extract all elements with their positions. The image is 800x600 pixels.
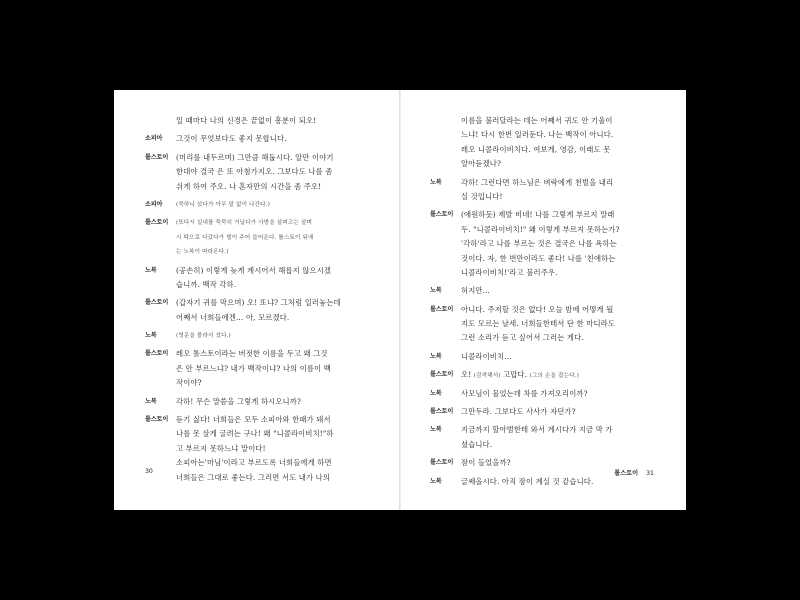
line-text: 사모님이 물었는데 차를 가져오리이까?: [461, 388, 588, 398]
stage-direction: 는 노복이 따라온다.): [176, 249, 229, 256]
speaker-name: 노복: [430, 352, 442, 360]
dialogue-line-speech: [145, 151, 393, 165]
dialogue-line-speech: [430, 423, 678, 437]
line-text: (머리를 내두르며) 그만큼 해둡시다. 알만 이야기: [176, 152, 334, 162]
line-text: 너희들은 그대로 좋는다. 그러면 서도 내가 나의: [176, 472, 331, 482]
dialogue-continuation: [430, 114, 678, 128]
right-page: [430, 114, 678, 489]
speaker-name: 노복: [430, 287, 442, 295]
dialogue-line-speech: [145, 132, 393, 146]
speaker-name: 소피아: [145, 200, 163, 208]
dialogue-continuation: [145, 165, 393, 179]
dialogue-continuation: [145, 362, 393, 376]
speaker-name: 소피아: [145, 135, 163, 143]
dialogue-continuation: [430, 237, 678, 251]
speaker-name: 톨스토이: [145, 299, 169, 307]
line-text: 소피아는'마님'이라고 부르도록 너희들에게 하면: [176, 458, 332, 468]
dialogue-continuation: [145, 231, 393, 245]
dialogue-continuation: [430, 157, 678, 171]
speaker-name: 톨스토이: [430, 371, 454, 379]
line-text: [461, 368, 579, 382]
stage-direction: (그의 손을 잡는다.): [529, 373, 579, 380]
speaker-name: 톨스토이: [145, 153, 169, 161]
line-text: 그것이 무엇보다도 좋지 못합니다.: [176, 134, 287, 144]
dialogue-line-speech: [430, 303, 678, 317]
line-text: 레오 톨스토이라는 버젓한 이름을 두고 왜 그것: [176, 349, 328, 359]
dialogue-continuation: [145, 456, 393, 470]
stage-direction: 시 탁으로 다갔다가 벌이 주어 들어온다. 톨스토이 뒤에: [176, 234, 314, 241]
speaker-name: 노복: [145, 266, 157, 274]
line-text: 느냐! 다시 한번 일러둔다. 나는 백작이 아니다.: [461, 130, 614, 140]
line-text: '각하'라고 나를 부르는 것은 결국은 나를 욕하는: [461, 239, 617, 249]
book-gutter: [399, 90, 401, 510]
dialogue-continuation: [145, 442, 393, 456]
stage-direction: (묵하니 섰다가 아무 말 없이 나간다.): [176, 201, 270, 208]
dialogue-continuation: [145, 180, 393, 194]
line-text: 아니다. 주저할 것은 없다! 오늘 밤에 어떻게 될: [461, 304, 614, 314]
line-text-part: 오!: [461, 370, 474, 380]
dialogue-continuation: [430, 438, 678, 452]
line-text: 니콜라이비치!'라고 불러주우.: [461, 267, 558, 277]
left-page-number: 30: [145, 468, 153, 475]
line-text: 어째서 너희들에겐… 아, 모르겠다.: [176, 312, 290, 322]
dialogue-line-speech: [145, 264, 393, 278]
dialogue-continuation: [430, 190, 678, 204]
book-spread: [114, 90, 686, 510]
speaker-name: 노복: [430, 477, 442, 485]
line-text: 듣기 싫다! 너희들은 모두 소피아와 한패가 돼서: [176, 415, 331, 425]
dialogue-continuation: [430, 143, 678, 157]
right-page-number: 31: [646, 470, 654, 477]
line-text: (애원하듯) 제발 비네! 나를 그렇게 부르지 말래: [461, 210, 615, 220]
line-text: 각하! 무슨 말씀을 그렇게 하시오니까?: [176, 396, 302, 406]
line-text: 은 안 부르느냐? 내가 백작이냐? 나의 이름이 백: [176, 363, 331, 373]
speaker-name: 톨스토이: [430, 459, 454, 467]
line-text: 알아듣겠나?: [461, 159, 502, 169]
dialogue-continuation: [145, 376, 393, 390]
dialogue-continuation: [145, 427, 393, 441]
line-text: 일 때마다 나의 신경은 끝없이 흥분이 되오!: [176, 116, 317, 125]
dialogue-line-speech: [145, 413, 393, 427]
speaker-name: 노복: [145, 397, 157, 405]
stage-direction: (또다시 실내를 묵묵히 거닐다가 사방을 살펴고는 살며: [176, 220, 313, 227]
speaker-name: 톨스토이: [145, 350, 169, 358]
running-head: 톨스토이: [614, 470, 639, 477]
dialogue-continuation: [145, 114, 393, 128]
dialogue-continuation: [430, 331, 678, 345]
dialogue-continuation: [430, 128, 678, 142]
dialogue-line-speech: [430, 368, 678, 382]
dialogue-continuation: [430, 317, 678, 331]
dialogue-continuation: [145, 471, 393, 485]
dialogue-line-direction: [145, 329, 393, 343]
dialogue-line-speech: [145, 296, 393, 310]
line-text: (갑자기 귀를 막으며) 오! 또냐? 그처럼 일러놓는데: [176, 298, 341, 308]
line-text: 글쎄올시다. 아직 잠이 계실 것 같습니다.: [461, 476, 594, 486]
stage-direction: (감격해서): [473, 373, 501, 380]
dialogue-line-direction: [145, 198, 393, 212]
line-text: 실 것입니다!: [461, 191, 503, 201]
dialogue-continuation: [430, 252, 678, 266]
dialogue-line-speech: [430, 405, 678, 419]
line-text: 쉬게 하여 주오. 나 혼자만의 시간을 좀 주오!: [176, 181, 322, 191]
speaker-name: 톨스토이: [430, 305, 454, 313]
dialogue-line-speech: [430, 387, 678, 401]
line-text: 셨습니다.: [461, 439, 493, 449]
speaker-name: 톨스토이: [430, 211, 454, 219]
line-text-part: 고맙다.: [500, 370, 530, 380]
line-text: 각하! 그런다면 하느님은 벼락에게 천벌을 내리: [461, 177, 614, 187]
line-text: 그만두라. 그보다도 사사가 자던가?: [461, 407, 576, 417]
line-text: 그런 소리가 듣고 싶어서 그러는 게다.: [461, 333, 584, 343]
speaker-name: 노복: [430, 389, 442, 397]
dialogue-line-direction: [145, 216, 393, 230]
line-text: 이름을 불러달라는 데는 어째서 귀도 안 기울이: [461, 116, 613, 125]
dialogue-line-speech: [430, 350, 678, 364]
line-text: 두. "니콜라이비치!" 왜 이렇게 부르지 못하는가?: [461, 224, 620, 234]
right-page-footer: [614, 468, 654, 477]
speaker-name: 톨스토이: [430, 408, 454, 416]
dialogue-line-speech: [430, 176, 678, 190]
left-page: [145, 114, 393, 485]
line-text: 잠이 들었을까?: [461, 458, 511, 468]
dialogue-continuation: [145, 311, 393, 325]
dialogue-continuation: [430, 266, 678, 280]
line-text: 습니까. 백작 각하.: [176, 279, 237, 289]
line-text: 것이다. 자, 한 번만이라도 좋다! 나를 '친애하는: [461, 253, 616, 263]
dialogue-continuation: [145, 245, 393, 259]
speaker-name: 톨스토이: [145, 416, 169, 424]
dialogue-line-speech: [145, 395, 393, 409]
dialogue-line-speech: [430, 208, 678, 222]
line-text: 작이야?: [176, 378, 202, 388]
speaker-name: 노복: [430, 178, 442, 186]
speaker-name: 톨스토이: [145, 219, 169, 227]
line-text: 한대야 결국 은 또 아첨가지오. 그보다도 나를 좀: [176, 167, 333, 177]
dialogue-line-speech: [145, 347, 393, 361]
stage-direction: (영문을 몰라서 섰다.): [176, 333, 231, 340]
line-text: 고 부르지 못하느냐 말이다!: [176, 443, 266, 453]
speaker-name: 노복: [145, 332, 157, 340]
line-text: 레오 니콜라이비치다. 여보게, 영감, 이래도 못: [461, 144, 611, 154]
dialogue-continuation: [145, 278, 393, 292]
line-text: 지도 모르는 날세. 너희들한테서 단 한 마디라도: [461, 319, 616, 329]
line-text: 나를 못 살게 굴려는 구나! 왜 "니콜라이비치!"하: [176, 429, 334, 439]
line-text: 허지만…: [461, 286, 491, 296]
line-text: (공손히) 이렇게 늦게 계시어서 해롭지 않으시겠: [176, 265, 332, 275]
dialogue-continuation: [430, 223, 678, 237]
line-text: 지금까지 할아범한테 와서 계시다가 지금 막 가: [461, 425, 613, 435]
speaker-name: 노복: [430, 426, 442, 434]
line-text: 니콜라이비치…: [461, 351, 512, 361]
dialogue-line-speech: [430, 284, 678, 298]
